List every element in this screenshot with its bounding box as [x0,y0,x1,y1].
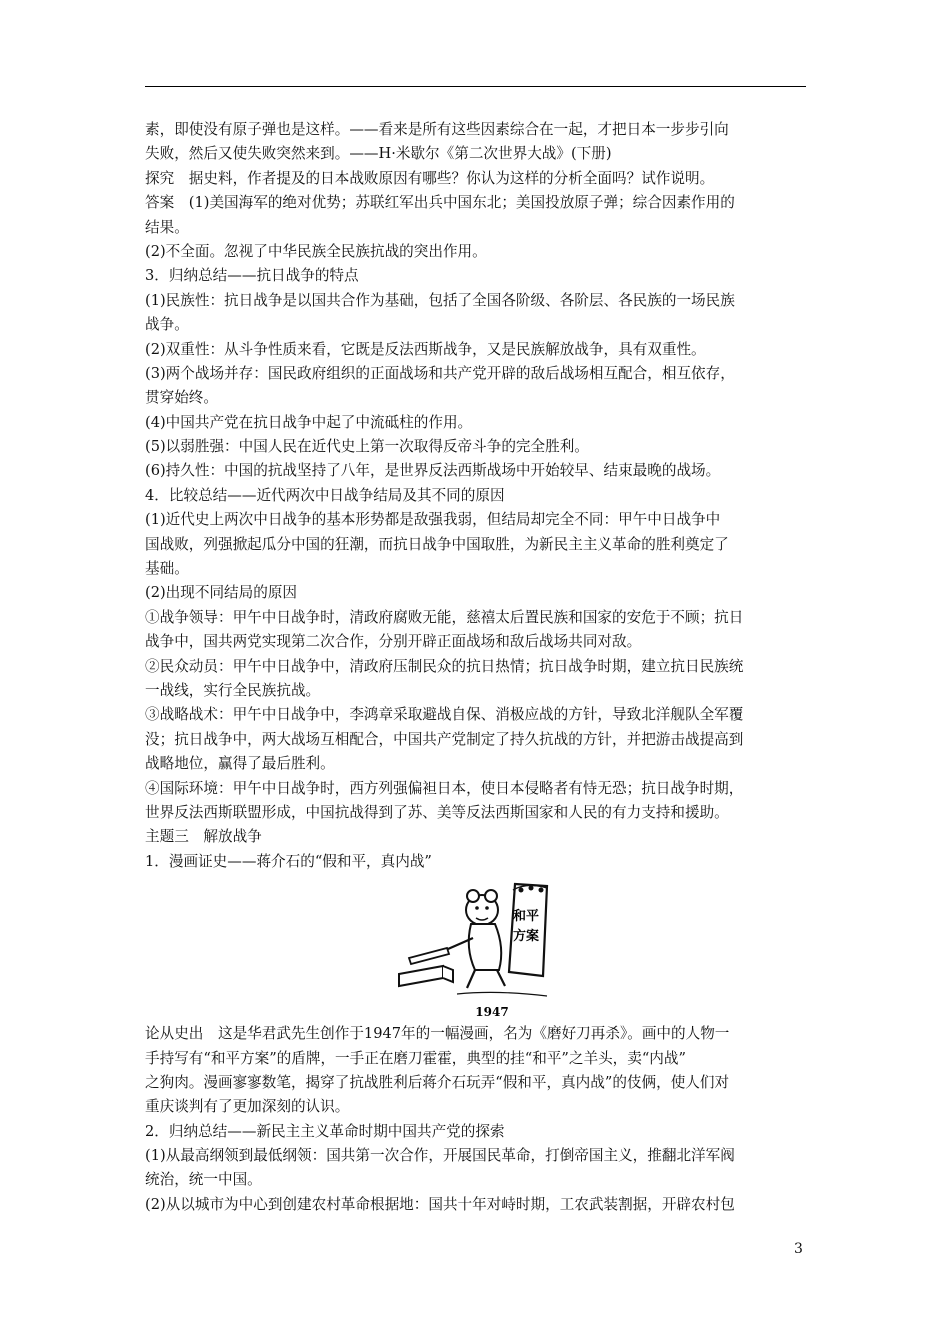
cartoon-year: 1947 [475,1005,509,1020]
text-block-after-cartoon [145,1022,815,1217]
text-line: (2)从以城市为中心到创建农村革命根据地：国共十年对峙时期，工农武装割据，开辟农村包 [145,1195,735,1213]
text-line: 手持写有“和平方案”的盾牌，一手正在磨刀霍霍，典型的挂“和平”之羊头，卖“内战” [145,1049,686,1067]
sign-text-line2: 方案 [512,929,540,945]
header-rule [145,86,806,87]
text-line: 之狗肉。漫画寥寥数笔，揭穿了抗战胜利后蒋介石玩弄“假和平，真内战”的伎俩，使人们对 [145,1073,730,1091]
text-line: 贯穿始终。 [145,389,218,407]
text-line: 3．归纳总结——抗日战争的特点 [145,267,359,285]
text-line: ③战略战术：甲午中日战争中，李鸿章采取避战自保、消极应战的方针，导致北洋舰队全军覆 [145,706,744,724]
text-line: 重庆谈判有了更加深刻的认识。 [145,1098,350,1116]
text-line: (1)民族性：抗日战争是以国共合作为基础，包括了全国各阶级、各阶层、各民族的一场民族 [145,291,735,309]
cartoon-figure [145,874,815,1022]
text-line: (4)中国共产党在抗日战争中起了中流砥柱的作用。 [145,413,473,431]
text-line: 主题三 解放战争 [145,828,262,846]
text-line: (5)以弱胜强：中国人民在近代史上第一次取得反帝斗争的完全胜利。 [145,438,589,456]
text-line: ②民众动员：甲午中日战争中，清政府压制民众的抗日热情；抗日战争时期，建立抗日民族统 [145,657,744,675]
text-line: 结果。 [145,218,189,236]
text-line: 国战败，列强掀起瓜分中国的狂潮，而抗日战争中国取胜，为新民主主义革命的胜利奠定了 [145,535,729,553]
text-line: 一战线，实行全民族抗战。 [145,681,321,699]
text-line: (2)双重性：从斗争性质来看，它既是反法西斯战争，又是民族解放战争，具有双重性。 [145,340,706,358]
text-line: 战略地位，赢得了最后胜利。 [145,755,335,773]
text-line: (1)近代史上两次中日战争的基本形势都是敌强我弱，但结局却完全不同：甲午中日战争中 [145,511,721,529]
text-line: 答案 (1)美国海军的绝对优势；苏联红军出兵中国东北；美国投放原子弹；综合因素作用的 [145,194,735,212]
text-line: (3)两个战场并存：国民政府组织的正面战场和共产党开辟的敌后战场相互配合，相互依存， [145,364,735,382]
text-line: (1)从最高纲领到最低纲领：国共第一次合作，开展国民革命，打倒帝国主义，推翻北洋军阀 [145,1147,735,1165]
sign-text-line1: 和平 [512,909,540,925]
text-line: 1．漫画证史——蒋介石的“假和平，真内战” [145,852,432,870]
text-line: 论从史出 这是华君武先生创作于1947年的一幅漫画，名为《磨好刀再杀》。画中的人物一 [145,1025,730,1043]
text-line: 战争。 [145,316,189,334]
text-line: ④国际环境：甲午中日战争时，西方列强偏袒日本，使日本侵略者有恃无恐；抗日战争时期， [145,779,744,797]
text-line: 世界反法西斯联盟形成，中国抗战得到了苏、美等反法西斯国家和人民的有力支持和援助。 [145,803,729,821]
document-body [145,118,815,1217]
text-line: 2．归纳总结——新民主主义革命时期中国共产党的探索 [145,1122,505,1140]
text-line: 失败，然后又使失败突然来到。——H·米歇尔《第二次世界大战》(下册) [145,145,612,163]
text-line: (2)不全面。忽视了中华民族全民族抗战的突出作用。 [145,242,487,260]
text-line: 没；抗日战争中，两大战场互相配合，中国共产党制定了持久抗战的方针，并把游击战提高到 [145,730,744,748]
text-line: 探究 据史料，作者提及的日本战败原因有哪些？你认为这样的分析全面吗？试作说明。 [145,169,715,187]
text-line: (2)出现不同结局的原因 [145,584,298,602]
text-line: 4．比较总结——近代两次中日战争结局及其不同的原因 [145,486,505,504]
page-number: 3 [794,1241,803,1257]
cartoon-illustration [397,878,577,1023]
text-line: 统治，统一中国。 [145,1171,262,1189]
text-line: 基础。 [145,560,189,578]
text-line: ①战争领导：甲午中日战争时，清政府腐败无能，慈禧太后置民族和国家的安危于不顾；抗日 [145,608,744,626]
text-line: 战争中，国共两党实现第二次合作，分别开辟正面战场和敌后战场共同对敌。 [145,633,642,651]
text-line: 素，即使没有原子弹也是这样。——看来是所有这些因素综合在一起，才把日本一步步引向 [145,121,729,138]
text-line: (6)持久性：中国的抗战坚持了八年，是世界反法西斯战场中开始较早、结束最晚的战场。 [145,462,721,480]
text-block-before-cartoon [145,118,815,874]
